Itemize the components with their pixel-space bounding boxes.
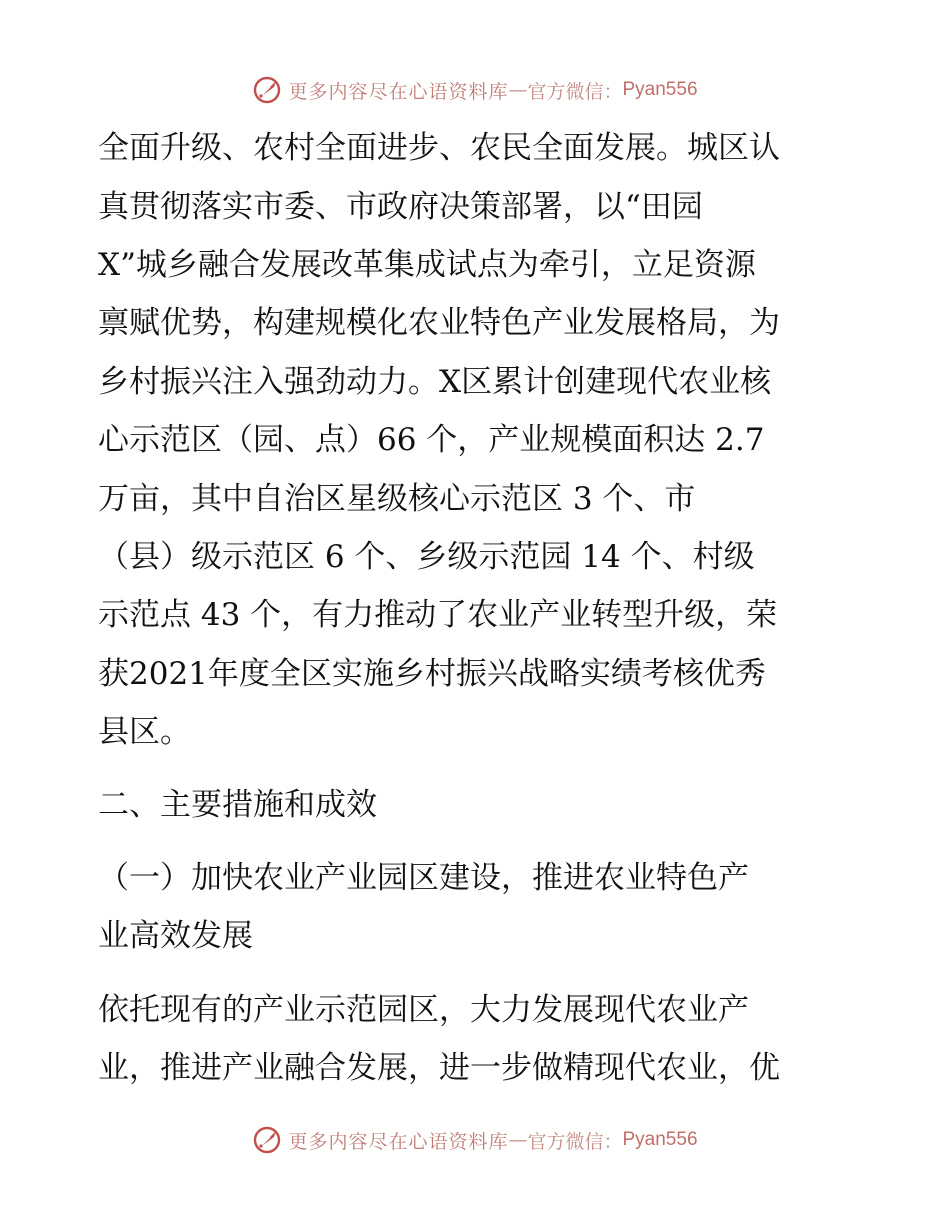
- body-line: 示范点 43 个，有力推动了农业产业转型升级，荣: [98, 597, 778, 633]
- banner-dash: —: [508, 79, 528, 101]
- feather-pen-logo-icon: [252, 1125, 282, 1155]
- body-line: 乡村振兴注入强劲动力。X区累计创建现代农业核: [98, 364, 772, 400]
- body-line: 全面升级、农村全面进步、农民全面发展。城区认: [98, 130, 780, 166]
- body-line: 真贯彻落实市委、市政府决策部署，以“田园: [98, 189, 703, 225]
- banner-wechat-id: Pyan556: [622, 79, 698, 100]
- banner-wechat-label: 官方微信：: [527, 80, 623, 103]
- header-watermark-banner: [0, 70, 950, 110]
- body-line: 获2021年度全区实施乡村振兴战略实绩考核优秀: [98, 656, 766, 692]
- banner-site-name: 更多内容尽在心语资料库: [288, 80, 509, 103]
- feather-pen-logo-icon: [252, 75, 282, 105]
- banner-wechat-label: 官方微信：: [527, 1130, 623, 1153]
- footer-watermark-banner: [0, 1120, 950, 1160]
- body-line: 万亩，其中自治区星级核心示范区 3 个、市: [98, 481, 696, 517]
- body-line: 禀赋优势，构建规模化农业特色产业发展格局，为: [98, 305, 780, 341]
- subsection-heading-cont: 业高效发展: [98, 918, 253, 954]
- banner-wechat-id: Pyan556: [622, 1129, 698, 1150]
- body-line: 心示范区（园、点）66 个，产业规模面积达 2.7: [98, 422, 765, 458]
- banner-dash: —: [508, 1129, 528, 1151]
- section-heading: 二、主要措施和成效: [98, 787, 377, 823]
- subsection-heading: （一）加快农业产业园区建设，推进农业特色产: [98, 860, 749, 896]
- body-line: （县）级示范区 6 个、乡级示范园 14 个、村级: [98, 539, 755, 575]
- body-line: 县区。: [98, 714, 191, 750]
- body-line: X”城乡融合发展改革集成试点为牵引，立足资源: [98, 247, 756, 283]
- banner-site-name: 更多内容尽在心语资料库: [288, 1130, 509, 1153]
- body-line: 业，推进产业融合发展，进一步做精现代农业，优: [98, 1050, 780, 1086]
- body-line: 依托现有的产业示范园区，大力发展现代农业产: [98, 992, 749, 1028]
